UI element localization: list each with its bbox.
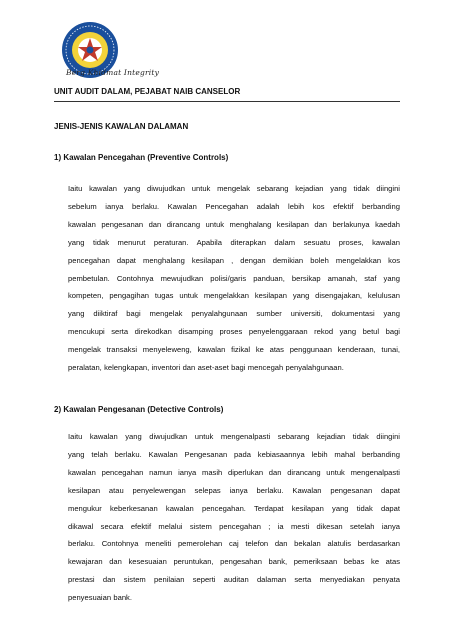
- paragraph-line: pencegahan dapat menghalang kesilapan , dengan demikian boleh mengelakkan kos: [68, 255, 400, 265]
- paragraph-line: mencukupi serta direkodkan disamping proses penyelenggaraan rekod yang betul bagi: [68, 327, 400, 337]
- section-1-paragraph: [68, 180, 400, 377]
- paragraph-line: prestasi dan sistem penilaian seperti auditan dalaman serta menyediakan penyata: [68, 575, 400, 585]
- paragraph-line: yang telah berlaku. Kawalan Pengesanan pada kebiasaannya lebih mahal berbanding: [68, 449, 400, 459]
- paragraph-line: Iaitu kawalan yang diwujudkan untuk mengelak sebarang kejadian yang tidak diingini: [68, 184, 400, 193]
- header-divider: [54, 101, 400, 102]
- paragraph-line: kompeten, pengagihan tugas untuk mengelakkan kesilapan yang disengajakan, kelulusan: [68, 291, 400, 301]
- paragraph-line: sebelum ianya berlaku. Kawalan Pencegahan adalah lebih kos efektif berbanding: [68, 201, 400, 211]
- paragraph-line: yang diiktiraf bagi mengelak penyalahgunaan sumber universiti, dokumentasi yang: [68, 309, 400, 319]
- paragraph-line: mengelak transaksi menyeleweng, kawalan fizikal ke atas penggunaan kenderaan, tunai,: [68, 345, 400, 355]
- paragraph-line: penyesuaian bank.: [68, 593, 132, 603]
- paragraph-line: kesilapan atau penyelewengan selepas ianya berlaku. Kawalan pengesanan dapat: [68, 485, 400, 495]
- document-heading: JENIS-JENIS KAWALAN DALAMAN: [54, 122, 189, 131]
- paragraph-line: berlaku. Contohnya meneliti pemerolehan caj telefon dan bekalan alatulis berdasarkan: [68, 539, 400, 549]
- paragraph-line: Iaitu kawalan yang diwujudkan untuk mengenalpasti sebarang kejadian tidak diingini: [68, 432, 400, 441]
- paragraph-line: peralatan, kelengkapan, inventori dan aset-aset bagi mencegah penyalahgunaan.: [68, 363, 344, 373]
- section-1-title: 1) Kawalan Pencegahan (Preventive Controls): [54, 153, 229, 162]
- unit-title: UNIT AUDIT DALAM, PEJABAT NAIB CANSELOR: [54, 87, 241, 96]
- paragraph-line: yang tidak menurut peraturan. Apabila diterapkan dalam sesuatu proses, kawalan: [68, 237, 400, 247]
- motto-signature: Berg Khidmat Integrity: [66, 68, 160, 77]
- paragraph-line: kawalan pengesanan dan dirancang untuk menghalang kesilapan dan berlakunya kaedah: [68, 219, 400, 229]
- paragraph-line: pembetulan. Contohnya mewujudkan polisi/garis panduan, bersikap amanah, staf yang: [68, 273, 400, 283]
- paragraph-line: dikawal secara efektif melalui sistem pencegahan ; ia mesti dikesan setelah ianya: [68, 521, 400, 531]
- section-2-title: 2) Kawalan Pengesanan (Detective Controls): [54, 405, 224, 414]
- paragraph-line: kewajaran dan kesesuaian peruntukan, pengesahan bank, pemeriksaan bebas ke atas: [68, 557, 400, 567]
- section-2-paragraph: [68, 428, 400, 607]
- paragraph-line: kawalan pencegahan namun ianya masih diperlukan dan dirancang untuk mengenalpasti: [68, 467, 400, 477]
- paragraph-line: mengukur keberkesanan kawalan pencegahan. Terdapat kesilapan yang tidak dapat: [68, 503, 400, 513]
